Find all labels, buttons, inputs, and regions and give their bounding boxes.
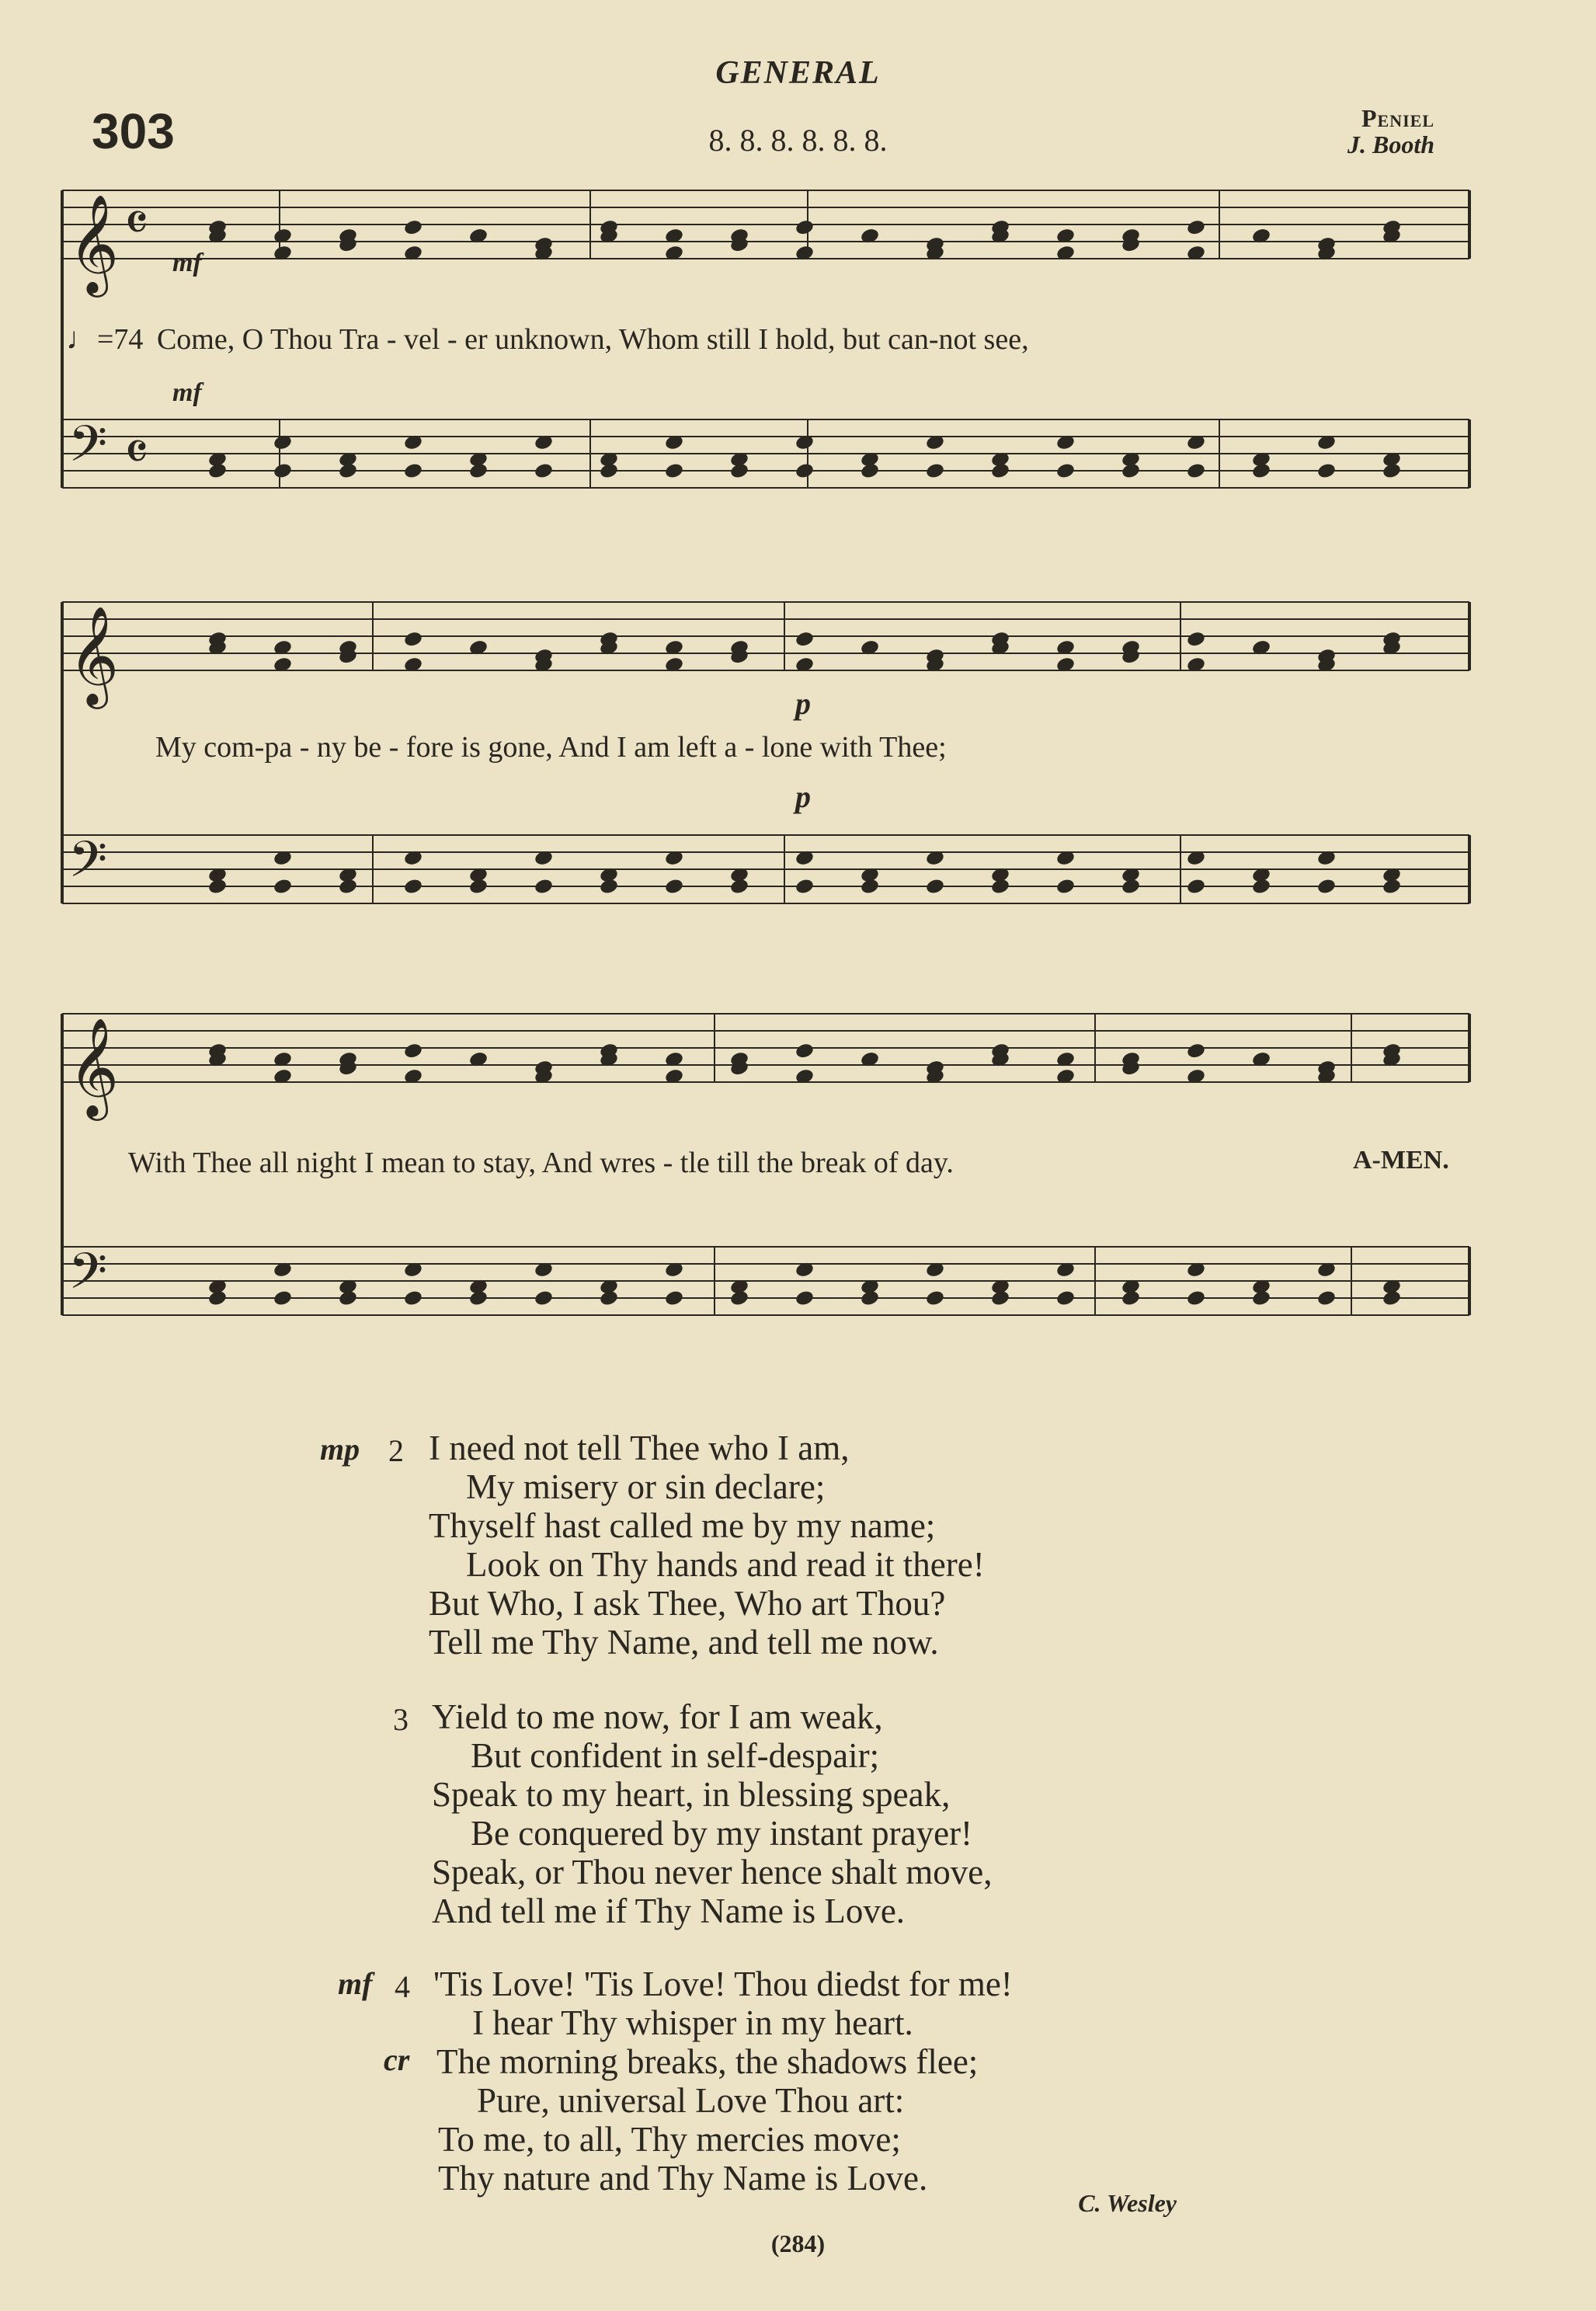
section-title: GENERAL bbox=[715, 55, 881, 91]
bass-clef-icon: 𝄢 bbox=[68, 1243, 108, 1313]
treble-clef-icon: 𝄞 bbox=[68, 193, 120, 293]
tempo-mark: =74 bbox=[97, 323, 144, 356]
bass-clef-icon: 𝄢 bbox=[68, 831, 108, 901]
treble-clef-icon: 𝄞 bbox=[68, 605, 120, 705]
verse-2-line-6: Tell me Thy Name, and tell me now. bbox=[429, 1623, 939, 1662]
verse-2-line-4: Look on Thy hands and read it there! bbox=[466, 1545, 985, 1584]
verse-4-line-2: I hear Thy whisper in my heart. bbox=[472, 2003, 913, 2042]
verse-4-line-1: 'Tis Love! 'Tis Love! Thou diedst for me! bbox=[433, 1965, 1013, 2003]
verse-2-line-5: But Who, I ask Thee, Who art Thou? bbox=[429, 1584, 946, 1623]
verse-2-line-2: My misery or sin declare; bbox=[466, 1467, 826, 1506]
lyric-line-3: With Thee all night I mean to stay, And wres - tle till the break of day. bbox=[128, 1147, 954, 1179]
verse-2-dynamic: mp bbox=[320, 1432, 360, 1467]
dynamic-mf-bass: mf bbox=[172, 378, 202, 407]
verse-3-line-6: And tell me if Thy Name is Love. bbox=[432, 1892, 906, 1930]
treble-clef-icon: 𝄞 bbox=[68, 1017, 120, 1116]
verse-2-line-1: I need not tell Thee who I am, bbox=[429, 1429, 850, 1467]
amen-label: A-MEN. bbox=[1353, 1146, 1449, 1175]
composer: J. Booth bbox=[1347, 131, 1434, 158]
verse-2-number: 2 bbox=[388, 1433, 404, 1468]
meter: 8. 8. 8. 8. 8. 8. bbox=[708, 123, 888, 158]
verse-4-number: 4 bbox=[395, 1969, 410, 2004]
tune-name: Peniel bbox=[1361, 104, 1434, 132]
verse-4-line-3: The morning breaks, the shadows flee; bbox=[436, 2042, 979, 2081]
common-time-icon: 𝄴 bbox=[124, 191, 149, 255]
lyric-line-1: Come, O Thou Tra - vel - er unknown, Whom still I hold, but can-not see, bbox=[156, 323, 1029, 356]
author: C. Wesley bbox=[1078, 2189, 1177, 2217]
bass-clef-icon: 𝄢 bbox=[68, 416, 108, 486]
page-number: (284) bbox=[770, 2229, 826, 2257]
verse-4-line-5: To me, to all, Thy mercies move; bbox=[438, 2120, 901, 2159]
verse-4-line-6: Thy nature and Thy Name is Love. bbox=[438, 2159, 928, 2198]
verse-4-line-3-dynamic: cr bbox=[384, 2042, 410, 2077]
common-time-icon: 𝄴 bbox=[124, 420, 149, 484]
lyric-line-2: My com-pa - ny be - fore is gone, And I am left a - lone with Thee; bbox=[155, 731, 947, 764]
verse-3-line-3: Speak to my heart, in blessing speak, bbox=[432, 1775, 951, 1814]
verse-3-line-4: Be conquered by my instant prayer! bbox=[471, 1814, 973, 1853]
verse-3-line-2: But confident in self-despair; bbox=[471, 1736, 880, 1775]
verse-2-line-3: Thyself hast called me by my name; bbox=[429, 1506, 936, 1545]
verse-3-number: 3 bbox=[393, 1702, 409, 1737]
dynamic-p-bass: p bbox=[795, 779, 811, 814]
verse-4-dynamic: mf bbox=[338, 1966, 373, 2001]
hymn-number: 303 bbox=[92, 103, 175, 159]
verse-3-line-1: Yield to me now, for I am weak, bbox=[432, 1697, 883, 1736]
dynamic-p-treble: p bbox=[795, 686, 811, 721]
quarter-note-icon: ♩ bbox=[66, 321, 97, 356]
verse-3-line-5: Speak, or Thou never hence shalt move, bbox=[432, 1853, 993, 1892]
dynamic-mf-treble: mf bbox=[172, 249, 202, 277]
verse-4-line-4: Pure, universal Love Thou art: bbox=[477, 2081, 905, 2120]
